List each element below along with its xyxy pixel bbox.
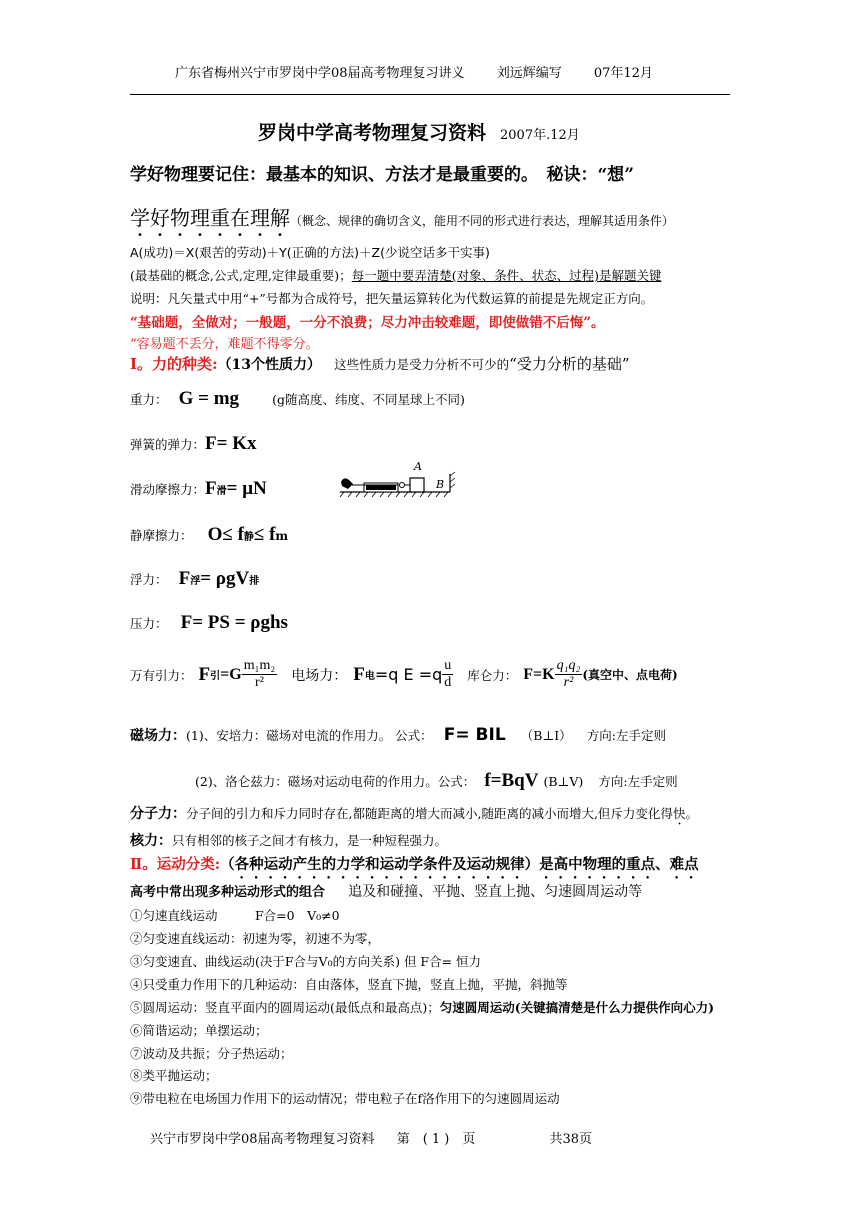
section1-desc: 这些性质力是受力分析不可少的 xyxy=(334,357,510,372)
section1-heading xyxy=(130,353,630,374)
coul-label: 库仑力： xyxy=(467,667,518,683)
lorentz-formula: f=BqV xyxy=(484,770,539,791)
spring-label: 弹簧的弹力： xyxy=(130,437,206,452)
gravity-note: (g随高度、纬度、不同星球上不同) xyxy=(272,392,465,407)
section1-head: Ⅰ。力的种类: xyxy=(130,355,218,373)
header-date: 07年12月 xyxy=(593,66,653,81)
nuclear-label: 核力： xyxy=(130,833,172,849)
static-sub: 静 xyxy=(243,532,254,543)
field-fraction xyxy=(442,658,453,691)
vector-note: 说明：凡矢量式中用“+”号都为合成符号，把矢量运算转化为代数运算的前提是先规定正方向。 xyxy=(130,291,654,306)
molecular-text: 分子间的引力和斥力同时存在,都随距离的增大而减小,随距离的减小而增大,但斥力变化得 xyxy=(186,806,673,821)
section2-head: Ⅱ。运动分类: xyxy=(130,856,221,873)
friction-figure xyxy=(338,462,460,502)
molecular-end: 快。 xyxy=(672,806,698,821)
slogan: “基础题，全做对；一般题，一分不浪费；尽力冲击较难题，即使做错不后悔”。 xyxy=(130,315,605,331)
motion-item-6: ⑥简谐运动；单摆运动； xyxy=(130,1023,268,1038)
grav-den: r² xyxy=(255,675,264,690)
slide-sub: 滑 xyxy=(216,486,227,497)
buoy-row xyxy=(130,568,259,590)
motto: 学好物理要记住：最基本的知识、方法才是最重要的。 秘诀：“想” xyxy=(130,165,635,185)
basics-a: (最基础的概念,公式,定理,定律最重要)； xyxy=(130,268,352,283)
motion-item-8: ⑧类平抛运动； xyxy=(130,1068,218,1083)
magnetic-label: 磁场力： xyxy=(130,728,186,744)
figure-label-b: B xyxy=(436,478,445,491)
section2-heading xyxy=(130,853,699,882)
lorentz-text: (2)、洛仑兹力：磁场对运动电荷的作用力。公式： xyxy=(195,774,476,789)
gravity-formula: G = mg xyxy=(178,388,240,409)
slide-f: F xyxy=(205,478,217,499)
lorentz-cond: (B⊥V) xyxy=(543,774,584,789)
coul-num: q₁q₂ xyxy=(556,658,581,673)
grav-num: m₁m₂ xyxy=(243,658,276,673)
press-label: 压力： xyxy=(130,616,168,631)
nuclear-row xyxy=(130,830,447,850)
motion-item-3: ③匀变速直、曲线运动(决于F合与V₀的方向关系) 但 F合= 恒力 xyxy=(130,954,482,969)
header-rule xyxy=(130,94,730,95)
ampere-rule: 方向:左手定则 xyxy=(586,728,666,743)
coul-den: r² xyxy=(563,675,574,690)
basics-b: 每一题中要弄清楚(对象、条件、状态、过程)是解题关键 xyxy=(351,268,662,283)
header-school: 广东省梅州兴宁市罗岗中学08届高考物理复习讲义 xyxy=(175,66,465,81)
field-num: u xyxy=(444,658,452,673)
motion-item-9: ⑨带电粒在电场国力作用下的运动情况；带电粒子在f洛作用下的匀速圆周运动 xyxy=(130,1091,560,1106)
nuclear-text: 只有相邻的核子之间才有核力，是一种短程强力。 xyxy=(172,833,448,848)
molecular-label: 分子力： xyxy=(130,806,186,822)
section1-count: （13个性质力） xyxy=(217,357,322,373)
motion-item-5 xyxy=(130,998,714,1016)
motion-item-5-text: ⑤圆周运动：竖直平面内的圆周运动(最低点和最高点)； xyxy=(130,1000,440,1015)
basics-line xyxy=(130,266,661,284)
field-label: 电场力： xyxy=(291,667,348,684)
subtitle-note: （概念、规律的确切含义，能用不同的形式进行表达，理解其适用条件） xyxy=(290,214,675,228)
common-a: 高考中常出现多种运动形式的组合 xyxy=(130,885,326,900)
motion-item-1: ①匀速直线运动 F合=0 V₀≠0 xyxy=(130,908,340,923)
buoy-sub2: 排 xyxy=(249,576,260,587)
grav-label: 万有引力： xyxy=(130,667,193,683)
header-author: 刘远辉编写 xyxy=(496,66,562,81)
grav-sub: 引 xyxy=(210,671,221,682)
lorentz-rule: 方向:左手定则 xyxy=(598,774,678,789)
ampere-cond: （B⊥I） xyxy=(520,728,572,743)
footer-left: 兴宁市罗岗中学08届高考物理复习资料 xyxy=(150,1132,375,1147)
field-f: F xyxy=(353,663,365,685)
coul-note: (真空中、点电荷) xyxy=(582,668,678,682)
grav-fraction xyxy=(242,658,278,691)
motion-item-7: ⑦波动及共振；分子热运动； xyxy=(130,1046,293,1061)
spring-formula: F= Kx xyxy=(205,433,257,454)
gravity-row xyxy=(130,388,465,410)
press-row xyxy=(130,612,288,634)
common-row xyxy=(130,881,642,901)
field-sub: 电 xyxy=(364,671,375,682)
page-header xyxy=(175,62,681,81)
page-footer xyxy=(150,1128,592,1147)
slide-row xyxy=(130,478,267,500)
static-b: ≤ f xyxy=(253,524,276,545)
common-b: 追及和碰撞、平抛、竖直上抛、匀速圆周运动等 xyxy=(348,884,643,900)
lorentz-row xyxy=(195,770,678,792)
subtitle xyxy=(130,202,674,241)
ampere-formula: F= BIL xyxy=(443,725,506,745)
buoy-label: 浮力： xyxy=(130,572,168,587)
section1-desc2: “受力分析的基础” xyxy=(509,355,630,373)
ampere-row xyxy=(130,725,666,745)
buoy-rest: = ρgV xyxy=(200,568,250,589)
slide-rest: = μN xyxy=(226,478,267,499)
grav-eq: =G xyxy=(220,665,242,683)
buoy-sub: 浮 xyxy=(190,576,201,587)
static-row xyxy=(130,524,288,546)
force-formulas-row xyxy=(130,658,678,691)
ampere-text: (1)、安培力：磁场对电流的作用力。 公式： xyxy=(186,728,433,743)
static-sub2: m xyxy=(275,529,289,543)
figure-label-a: A xyxy=(414,460,422,473)
static-label: 静摩擦力： xyxy=(130,528,193,543)
footer-page: 第 ( 1 ) 页 xyxy=(396,1132,476,1147)
slogan-2: “容易题不丢分，难题不得零分。 xyxy=(130,337,319,352)
static-a: O≤ f xyxy=(207,524,244,545)
footer-total: 共38页 xyxy=(549,1132,593,1147)
coul-fraction xyxy=(555,658,583,691)
subtitle-main: 学好物理重在理解 xyxy=(130,206,290,230)
title-main: 罗岗中学高考物理复习资料 xyxy=(258,122,487,144)
molecular-row xyxy=(130,803,698,828)
success-formula: A(成功)＝X(艰苦的劳动)＋Y(正确的方法)＋Z(少说空话多干实事) xyxy=(130,245,490,260)
gravity-label: 重力： xyxy=(130,392,168,407)
title-date: 2007年.12月 xyxy=(500,128,580,143)
coul-f: F=K xyxy=(523,665,555,683)
press-formula: F= PS = ρghs xyxy=(180,612,288,633)
field-eq: =q E =q xyxy=(374,665,443,684)
field-den: d xyxy=(444,675,452,690)
grav-f: F xyxy=(198,663,211,685)
section2-bold: （各种运动产生的力学和运动学条件及运动规律）是高中物理的重点、难点 xyxy=(220,856,699,873)
motion-item-2: ②匀变速直线运动：初速为零，初速不为零， xyxy=(130,931,381,946)
spring-row xyxy=(130,433,256,455)
buoy-f: F xyxy=(178,568,191,589)
motion-item-5-bold: 匀速圆周运动(关键搞清楚是什么力提供作向心力) xyxy=(439,1000,715,1015)
motion-item-4: ④只受重力作用下的几种运动：自由落体，竖直下抛，竖直上抛，平抛，斜抛等 xyxy=(130,977,568,992)
page-title xyxy=(258,118,580,145)
slide-label: 滑动摩擦力： xyxy=(130,482,206,497)
